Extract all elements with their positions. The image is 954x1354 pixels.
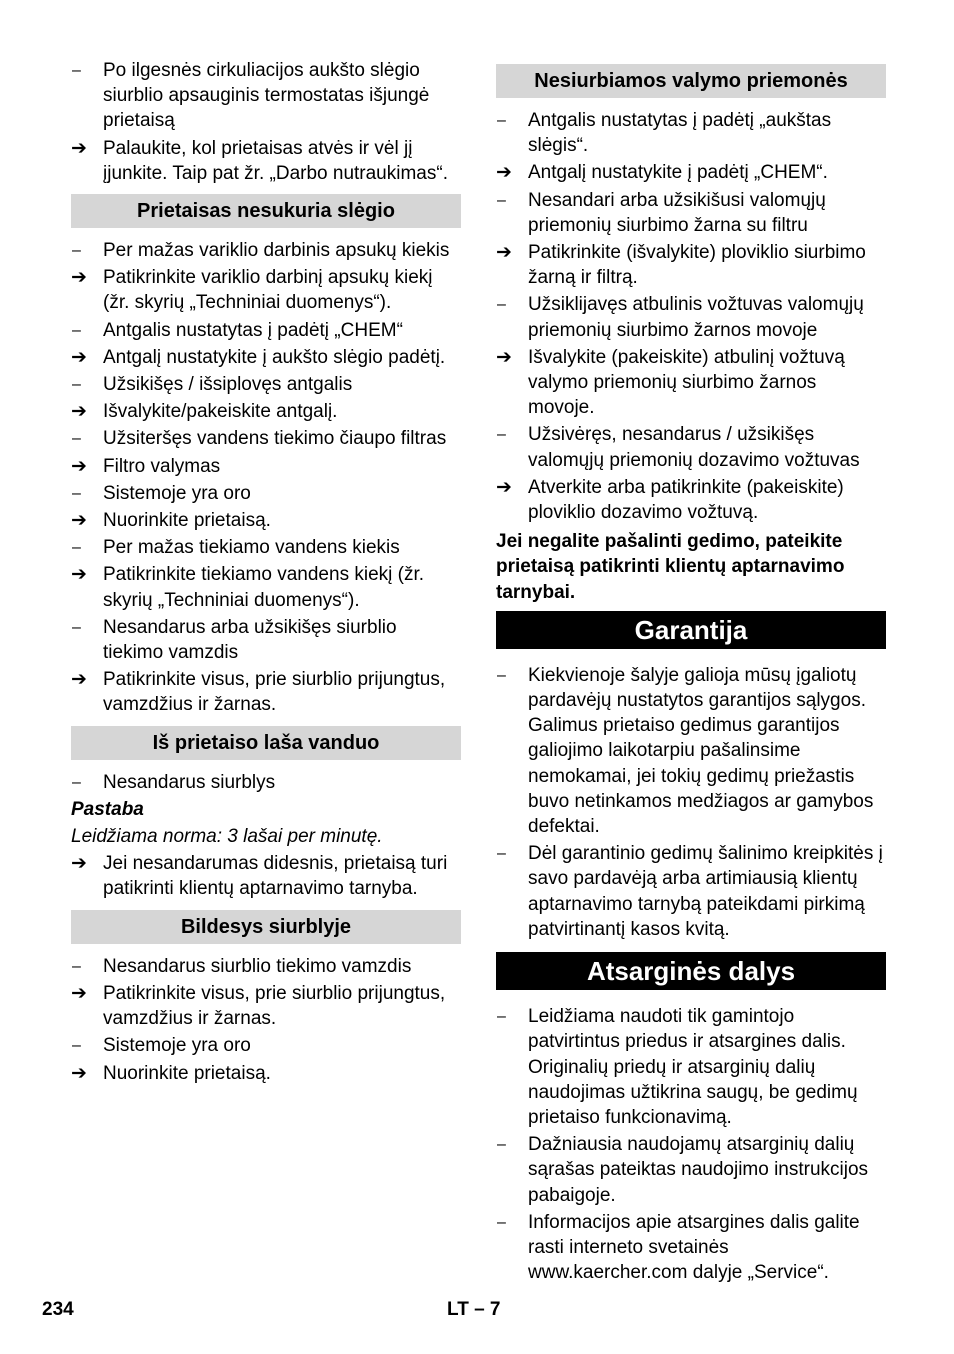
item-text: Per mažas tiekiamo vandens kiekis — [103, 537, 400, 559]
list-item — [496, 422, 886, 472]
dash-bullet: – — [72, 773, 81, 791]
page-number: 234 — [42, 1299, 74, 1320]
list-item — [496, 292, 886, 342]
dash-bullet: – — [497, 1008, 506, 1026]
item-text: Nuorinkite prietaisą. — [103, 510, 271, 532]
dash-bullet: – — [72, 376, 81, 394]
page-label: LT – 7 — [447, 1299, 501, 1320]
left-column — [71, 58, 461, 1088]
list-item — [71, 981, 461, 1031]
dash-bullet: – — [497, 112, 506, 129]
item-text: Patikrinkite tiekiamo vandens kiekį (žr. skyrių „Techniniai duomenys“). — [103, 564, 425, 611]
dash-bullet: – — [72, 242, 81, 260]
section-list — [71, 770, 461, 902]
list-item — [71, 238, 461, 263]
dash-bullet: – — [72, 430, 81, 448]
list-item — [496, 475, 886, 525]
arrow-right-icon: ➔ — [71, 853, 87, 875]
dash-bullet: – — [497, 426, 506, 444]
item-text: Dėl garantinio gedimų šalinimo kreipkitės į savo pardavėją arba artimiausią klientų aptarnavimo tarnybą pateikdami pirkimą patvirtinantį kasos kvitą. — [528, 843, 883, 940]
item-text: Išvalykite/pakeiskite antgalį. — [103, 401, 338, 423]
list-item — [71, 345, 461, 370]
item-text: Sistemoje yra oro — [103, 482, 251, 504]
list-item — [71, 770, 461, 795]
list-item — [71, 265, 461, 315]
list-item — [496, 1132, 886, 1208]
list-item — [71, 535, 461, 560]
intro-list — [71, 58, 461, 186]
list-item — [496, 841, 886, 942]
dash-bullet: – — [497, 845, 506, 863]
dash-bullet: – — [497, 296, 506, 314]
section-title-warranty: Garantija — [496, 611, 886, 649]
item-text: Išvalykite (pakeiskite) atbulinį vožtuvą valymo priemonių siurbimo žarnos movoje. — [528, 346, 845, 419]
item-text: Kiekvienoje šalyje galioja mūsų įgaliotų pardavėjų nustatytos garantijos sąlygos. Galimus prietaiso gedimus garantijos galiojimo laikotarpiu pašalinsime nemokamai, jei tokių gedimų priežastis buvo netinkamos medžiagos ar gamybos defektai. — [528, 664, 874, 838]
arrow-right-icon: ➔ — [71, 455, 87, 477]
warranty-list — [496, 663, 886, 942]
item-text: Nesandari arba užsikišusi valomųjų priemonių siurbimo žarna su filtru — [528, 189, 826, 236]
arrow-right-icon: ➔ — [71, 564, 87, 586]
list-item — [71, 954, 461, 979]
list-item — [71, 372, 461, 397]
note-text: Leidžiama norma: 3 lašai per minutę. — [71, 826, 383, 848]
list-item — [71, 615, 461, 665]
item-text: Dažniausia naudojamų atsarginių dalių sąrašas pateiktas naudojimo instrukcijos pabaigoje. — [528, 1134, 869, 1206]
list-item — [71, 1061, 461, 1086]
list-item — [71, 426, 461, 451]
item-text: Užsiklijavęs atbulinis vožtuvas valomųjų priemonių siurbimo žarnos movoje — [528, 294, 864, 341]
list-item — [71, 318, 461, 343]
item-text: Sistemoje yra oro — [103, 1035, 251, 1057]
arrow-right-icon: ➔ — [71, 137, 87, 159]
list-item — [71, 399, 461, 424]
right-column — [496, 58, 886, 1287]
arrow-right-icon: ➔ — [496, 162, 512, 184]
item-text: Informacijos apie atsargines dalis galite rasti interneto svetainės www.kaercher.com dalyje „Service“. — [528, 1211, 860, 1284]
arrow-right-icon: ➔ — [71, 401, 87, 423]
dash-bullet: – — [72, 484, 81, 502]
item-text: Antgalį nustatykite į padėtį „CHEM“. — [528, 162, 828, 184]
note-title: Pastaba — [71, 798, 144, 820]
list-item — [496, 160, 886, 185]
item-text: Patikrinkite visus, prie siurblio prijungtus, vamzdžius ir žarnas. — [103, 669, 446, 716]
arrow-right-icon: ➔ — [71, 1062, 87, 1084]
dash-bullet: – — [72, 539, 81, 557]
section-heading: Prietaisas nesukuria slėgio — [71, 194, 461, 228]
item-text: Patikrinkite (išvalykite) ploviklio siurbimo žarną ir filtrą. — [528, 242, 866, 289]
dash-bullet: – — [72, 321, 81, 339]
item-text: Antgalis nustatytas į padėtį „aukštas slėgis“. — [528, 110, 832, 157]
item-text: Užsivėręs, nesandarus / užsikišęs valomųjų priemonių dozavimo vožtuvas — [528, 424, 860, 471]
item-text: Patikrinkite variklio darbinį apsukų kiekį (žr. skyrių „Techniniai duomenys“). — [103, 267, 433, 314]
list-item — [496, 1210, 886, 1286]
section-list — [71, 954, 461, 1086]
dash-bullet: – — [497, 1213, 506, 1231]
item-text: Antgalis nustatytas į padėtį „CHEM“ — [103, 319, 403, 341]
dash-bullet: – — [72, 62, 81, 79]
item-text: Užsikišęs / išsiplovęs antgalis — [103, 374, 353, 396]
dash-bullet: – — [497, 191, 506, 209]
list-item — [496, 108, 886, 158]
item-text: Užsiteršęs vandens tiekimo čiaupo filtras — [103, 428, 447, 450]
list-item — [71, 1033, 461, 1058]
section-list — [496, 108, 886, 525]
item-text: Nesandarus siurblio tiekimo vamzdis — [103, 955, 412, 977]
list-item — [71, 667, 461, 717]
item-text: Jei nesandarumas didesnis, prietaisą turi patikrinti klientų aptarnavimo tarnyba. — [103, 853, 448, 900]
arrow-right-icon: ➔ — [71, 346, 87, 368]
service-note: Jei negalite pašalinti gedimo, pateikite prietaisą patikrinti klientų aptarnavimo tarnybai. — [496, 531, 845, 603]
list-item — [496, 663, 886, 839]
list-item — [71, 58, 461, 134]
arrow-right-icon: ➔ — [496, 346, 512, 368]
section-heading: Bildesys siurblyje — [71, 910, 461, 944]
item-text: Patikrinkite visus, prie siurblio prijungtus, vamzdžius ir žarnas. — [103, 982, 446, 1030]
item-text: Atverkite arba patikrinkite (pakeiskite) ploviklio dozavimo vožtuvą. — [528, 476, 844, 524]
list-item — [496, 345, 886, 421]
item-text: Per mažas variklio darbinis apsukų kiekis — [103, 240, 450, 262]
item-text: Nesandarus arba užsikišęs siurblio tiekimo vamzdis — [103, 616, 397, 664]
section-heading: Nesiurbiamos valymo priemonės — [496, 64, 886, 98]
page-footer — [0, 1297, 954, 1323]
arrow-right-icon: ➔ — [71, 267, 87, 289]
arrow-right-icon: ➔ — [71, 510, 87, 532]
dash-bullet: – — [72, 957, 81, 975]
list-item — [71, 136, 461, 186]
item-text: Leidžiama naudoti tik gamintojo patvirtintus priedus ir atsargines dalis. Originalių priedų ir atsarginių dalių naudojimas užtikrina saugų, be gedimų prietaiso funkcionavimą. — [528, 1006, 858, 1128]
arrow-right-icon: ➔ — [496, 476, 512, 498]
item-text: Filtro valymas — [103, 455, 221, 477]
item-text: Po ilgesnės cirkuliacijos aukšto slėgio siurblio apsauginis termostatas išjungė prietaisą — [103, 60, 430, 132]
section-heading: Iš prietaiso laša vanduo — [71, 726, 461, 760]
dash-bullet: – — [497, 666, 506, 684]
arrow-right-icon: ➔ — [496, 242, 512, 264]
item-text: Palaukite, kol prietaisas atvės ir vėl jį įjunkite. Taip pat žr. „Darbo nutraukimas“. — [103, 137, 448, 184]
item-text: Antgalį nustatykite į aukšto slėgio padėtį. — [103, 346, 446, 368]
spare-parts-list — [496, 1004, 886, 1285]
dash-bullet: – — [72, 1037, 81, 1055]
list-item — [71, 454, 461, 479]
arrow-right-icon: ➔ — [71, 982, 87, 1004]
list-item — [71, 481, 461, 506]
list-item — [496, 240, 886, 290]
item-text: Nesandarus siurblys — [103, 771, 276, 793]
item-text: Nuorinkite prietaisą. — [103, 1062, 271, 1084]
list-item — [496, 188, 886, 238]
list-item — [496, 1004, 886, 1130]
section-list — [71, 238, 461, 718]
dash-bullet: – — [72, 618, 81, 636]
list-item — [71, 562, 461, 612]
dash-bullet: – — [497, 1136, 506, 1154]
list-item — [71, 851, 461, 901]
list-item — [71, 508, 461, 533]
section-title-spare-parts: Atsarginės dalys — [496, 952, 886, 990]
arrow-right-icon: ➔ — [71, 669, 87, 691]
